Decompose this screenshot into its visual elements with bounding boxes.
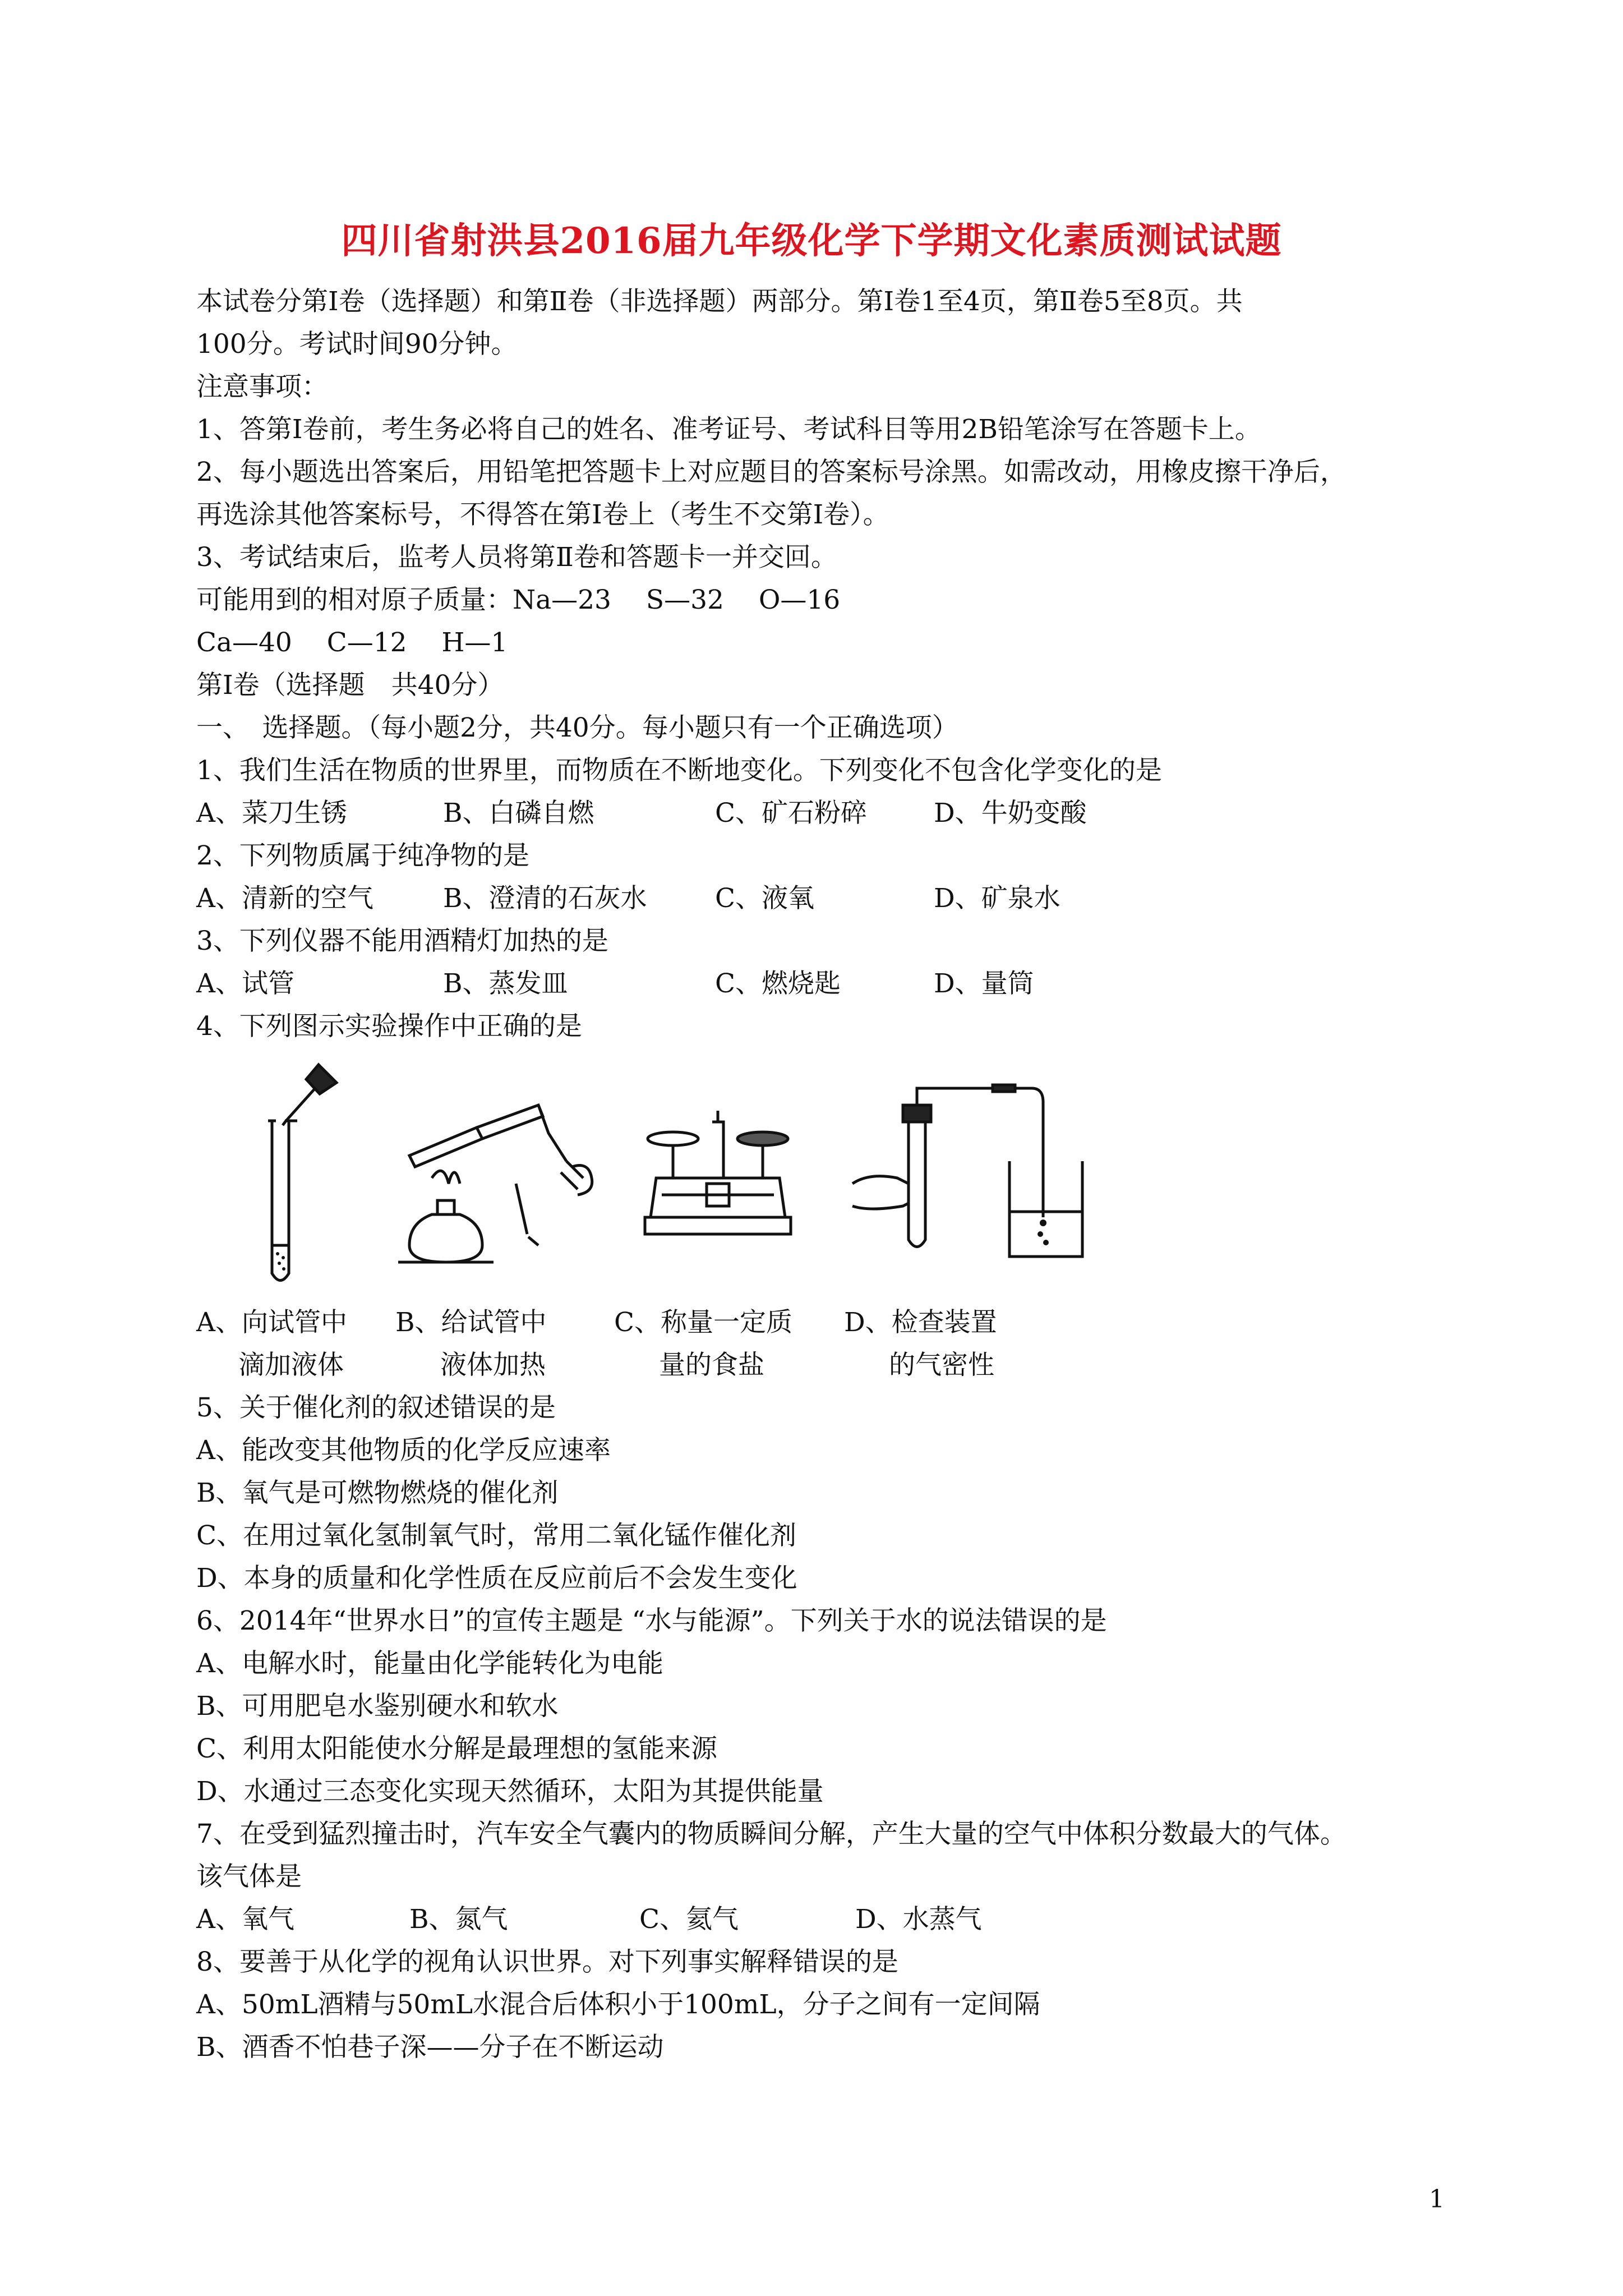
option: B、澄清的石灰水	[443, 883, 647, 914]
option: D、量筒	[934, 968, 1034, 999]
option: D、矿泉水	[934, 883, 1061, 914]
option: C、利用太阳能使水分解是最理想的氢能来源	[196, 1733, 717, 1764]
option: B、酒香不怕巷子深——分子在不断运动	[196, 2032, 664, 2063]
option: A、试管	[196, 968, 294, 999]
atomic-mass-line: Ca—40 C—12 H—1	[196, 627, 508, 658]
option-continued: 量的食盐	[659, 1350, 764, 1381]
dropper-test-tube-figure	[252, 1060, 365, 1296]
option: C、氦气	[639, 1904, 739, 1935]
option: D、水通过三态变化实现天然循环，太阳为其提供能量	[196, 1776, 824, 1807]
question-5: 5、关于催化剂的叙述错误的是	[196, 1392, 556, 1423]
notice-item: 3、考试结束后，监考人员将第Ⅱ卷和答题卡一并交回。	[196, 542, 837, 573]
option: C、矿石粉碎	[715, 798, 867, 829]
option: A、能改变其他物质的化学反应速率	[196, 1435, 611, 1466]
atomic-mass-line: 可能用到的相对原子质量：Na—23 S—32 O—16	[196, 585, 841, 615]
option: A、菜刀生锈	[196, 798, 347, 829]
option: D、水蒸气	[855, 1904, 982, 1935]
question-6: 6、2014年“世界水日”的宣传主题是 “水与能源”。下列关于水的说法错误的是	[196, 1605, 1107, 1636]
option: B、可用肥皂水鉴别硬水和软水	[196, 1691, 559, 1722]
option: C、称量一定质	[614, 1307, 792, 1338]
option: A、向试管中	[196, 1307, 347, 1338]
intro-line: 本试卷分第Ⅰ卷（选择题）和第Ⅱ卷（非选择题）两部分。第Ⅰ卷1至4页，第Ⅱ卷5至8页。共	[196, 286, 1243, 317]
question-7-continued: 该气体是	[196, 1861, 302, 1892]
option-continued: 滴加液体	[238, 1350, 344, 1381]
option: D、本身的质量和化学性质在反应前后不会发生变化	[196, 1563, 797, 1594]
notice-item: 2、每小题选出答案后，用铅笔把答题卡上对应题目的答案标号涂黑。如需改动，用橡皮擦干净后，	[196, 457, 1347, 487]
question-7: 7、在受到猛烈撞击时，汽车安全气囊内的物质瞬间分解，产生大量的空气中体积分数最大的气体。	[196, 1819, 1347, 1849]
option: B、给试管中	[395, 1307, 547, 1338]
option-continued: 液体加热	[440, 1350, 546, 1381]
question-8: 8、要善于从化学的视角认识世界。对下列事实解释错误的是	[196, 1947, 898, 1977]
notice-item: 再选涂其他答案标号，不得答在第Ⅰ卷上（考生不交第Ⅰ卷）。	[196, 499, 889, 530]
option: A、氧气	[196, 1904, 294, 1935]
section-heading: 第Ⅰ卷（选择题 共40分）	[196, 670, 504, 701]
option: D、牛奶变酸	[934, 798, 1087, 829]
option: C、在用过氧化氢制氧气时，常用二氧化锰作催化剂	[196, 1520, 796, 1551]
heating-test-tube-figure	[398, 1094, 600, 1296]
notice-item: 1、答第Ⅰ卷前，考生务必将自己的姓名、准考证号、考试科目等用2B铅笔涂写在答题卡上。	[196, 414, 1261, 445]
question-4: 4、下列图示实验操作中正确的是	[196, 1011, 582, 1042]
option: B、氧气是可燃物燃烧的催化剂	[196, 1478, 559, 1508]
intro-line: 100分。考试时间90分钟。	[196, 329, 518, 360]
question-2: 2、下列物质属于纯净物的是	[196, 840, 529, 871]
experiment-figures	[236, 1060, 1110, 1296]
option: A、50mL酒精与50mL水混合后体积小于100mL，分子之间有一定间隔	[196, 1989, 1040, 2020]
question-1: 1、我们生活在物质的世界里，而物质在不断地变化。下列变化不包含化学变化的是	[196, 755, 1162, 786]
option: B、白磷自燃	[443, 798, 594, 829]
option: B、蒸发皿	[443, 968, 568, 999]
option: D、检查装置	[844, 1307, 997, 1338]
airtightness-check-figure	[847, 1071, 1116, 1285]
notice-heading: 注意事项：	[196, 371, 328, 402]
balance-scale-figure	[639, 1105, 808, 1273]
option: C、液氧	[715, 883, 814, 914]
option: A、清新的空气	[196, 883, 374, 914]
option: B、氮气	[409, 1904, 508, 1935]
page-title: 四川省射洪县2016届九年级化学下学期文化素质测试试题	[341, 220, 1282, 262]
question-3: 3、下列仪器不能用酒精灯加热的是	[196, 926, 608, 956]
option: A、电解水时，能量由化学能转化为电能	[196, 1648, 663, 1679]
option-continued: 的气密性	[889, 1350, 994, 1381]
page-number: 1	[1429, 2185, 1445, 2214]
option: C、燃烧匙	[715, 968, 841, 999]
section-instructions: 一、 选择题。（每小题2分，共40分。每小题只有一个正确选项）	[196, 712, 958, 743]
